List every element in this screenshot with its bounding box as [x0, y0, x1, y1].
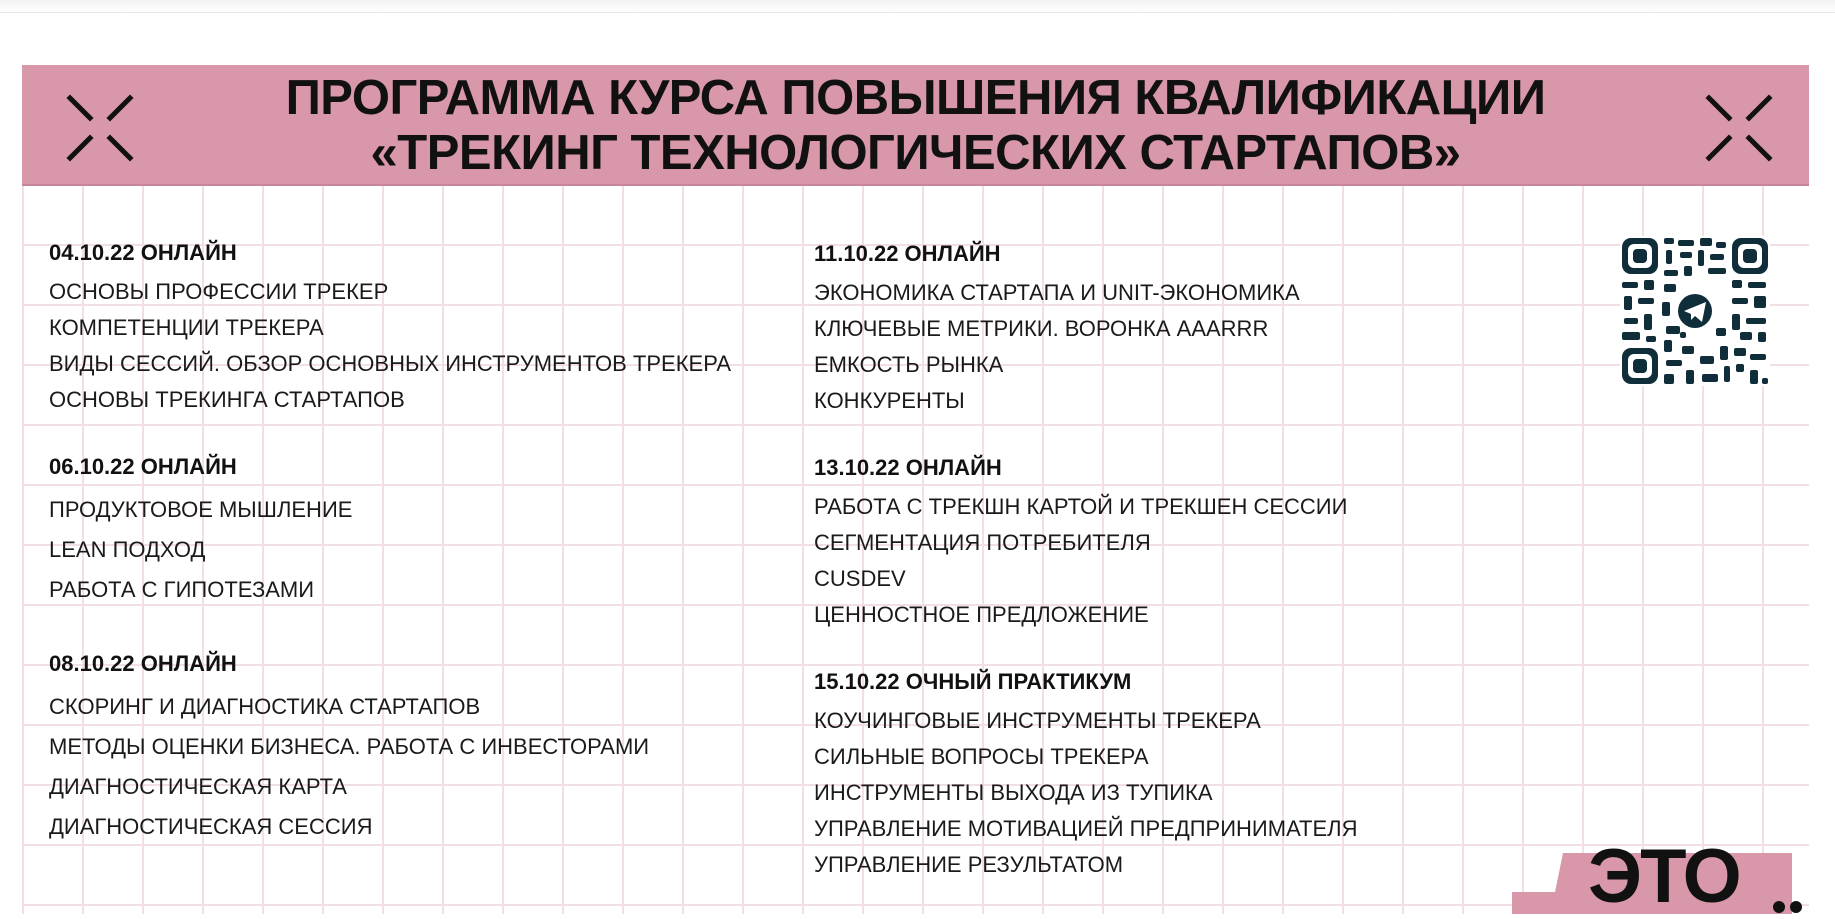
- session-topic: ОСНОВЫ ПРОФЕССИИ ТРЕКЕР: [49, 279, 389, 304]
- session-topic: СЕГМЕНТАЦИЯ ПОТРЕБИТЕЛЯ: [814, 530, 1151, 555]
- session-block: [49, 651, 649, 847]
- session-topic: РАБОТА С ГИПОТЕЗАМИ: [49, 577, 315, 602]
- session-date: 15.10.22 ОЧНЫЙ ПРАКТИКУМ: [814, 669, 1132, 694]
- session-topic: ДИАГНОСТИЧЕСКАЯ СЕССИЯ: [49, 814, 373, 839]
- session-topic: CUSDEV: [814, 566, 906, 591]
- session-block: [814, 669, 1357, 883]
- session-topic: ОСНОВЫ ТРЕКИНГА СТАРТАПОВ: [49, 387, 405, 412]
- title-banner: [22, 65, 1809, 186]
- session-topic: МЕТОДЫ ОЦЕНКИ БИЗНЕСА. РАБОТА С ИНВЕСТОРАМИ: [49, 734, 650, 759]
- session-topic: ЭКОНОМИКА СТАРТАПА И UNIT-ЭКОНОМИКА: [814, 280, 1300, 305]
- session-date: 04.10.22 ОНЛАЙН: [49, 240, 237, 265]
- page-title: [182, 71, 1649, 181]
- top-strip: [0, 0, 1835, 13]
- brand-logo: [1512, 834, 1812, 919]
- title-line-1: ПРОГРАММА КУРСА ПОВЫШЕНИЯ КВАЛИФИКАЦИИ: [285, 71, 1546, 125]
- session-topic: ДИАГНОСТИЧЕСКАЯ КАРТА: [49, 774, 347, 799]
- session-topic: КОМПЕТЕНЦИИ ТРЕКЕРА: [49, 315, 324, 340]
- session-topic: РАБОТА С ТРЕКШН КАРТОЙ И ТРЕКШЕН СЕССИИ: [814, 494, 1348, 519]
- session-block: [814, 455, 1347, 633]
- qr-code[interactable]: [1620, 236, 1770, 386]
- session-topic: СИЛЬНЫЕ ВОПРОСЫ ТРЕКЕРА: [814, 744, 1149, 769]
- session-topic: ЦЕННОСТНОЕ ПРЕДЛОЖЕНИЕ: [814, 602, 1149, 627]
- session-topic: LEAN ПОДХОД: [49, 537, 206, 562]
- session-topic: КОУЧИНГОВЫЕ ИНСТРУМЕНТЫ ТРЕКЕРА: [814, 708, 1261, 733]
- session-topic: ИНСТРУМЕНТЫ ВЫХОДА ИЗ ТУПИКА: [814, 780, 1213, 805]
- session-topic: ПРОДУКТОВОЕ МЫШЛЕНИЕ: [49, 497, 353, 522]
- session-topic: ВИДЫ СЕССИЙ. ОБЗОР ОСНОВНЫХ ИНСТРУМЕНТОВ ТРЕКЕРА: [49, 351, 732, 376]
- session-topic: СКОРИНГ И ДИАГНОСТИКА СТАРТАПОВ: [49, 694, 481, 719]
- logo-text: ЭТО: [1588, 834, 1740, 919]
- session-topic: УПРАВЛЕНИЕ МОТИВАЦИЕЙ ПРЕДПРИНИМАТЕЛЯ: [814, 816, 1358, 841]
- session-date: 13.10.22 ОНЛАЙН: [814, 455, 1002, 480]
- title-line-2: «ТРЕКИНГ ТЕХНОЛОГИЧЕСКИХ СТАРТАПОВ»: [370, 126, 1461, 180]
- session-topic: КОНКУРЕНТЫ: [814, 388, 965, 413]
- sparkle-icon: [1703, 92, 1775, 164]
- session-date: 08.10.22 ОНЛАЙН: [49, 651, 237, 676]
- session-topic: КЛЮЧЕВЫЕ МЕТРИКИ. ВОРОНКА AAARRR: [814, 316, 1269, 341]
- sparkle-icon: [64, 92, 136, 164]
- session-topic: УПРАВЛЕНИЕ РЕЗУЛЬТАТОМ: [814, 852, 1124, 877]
- session-block: [814, 241, 1300, 419]
- session-block: [49, 454, 352, 610]
- session-block: [49, 240, 731, 418]
- session-date: 06.10.22 ОНЛАЙН: [49, 454, 237, 479]
- session-topic: ЕМКОСТЬ РЫНКА: [814, 352, 1004, 377]
- session-date: 11.10.22 ОНЛАЙН: [814, 241, 1001, 266]
